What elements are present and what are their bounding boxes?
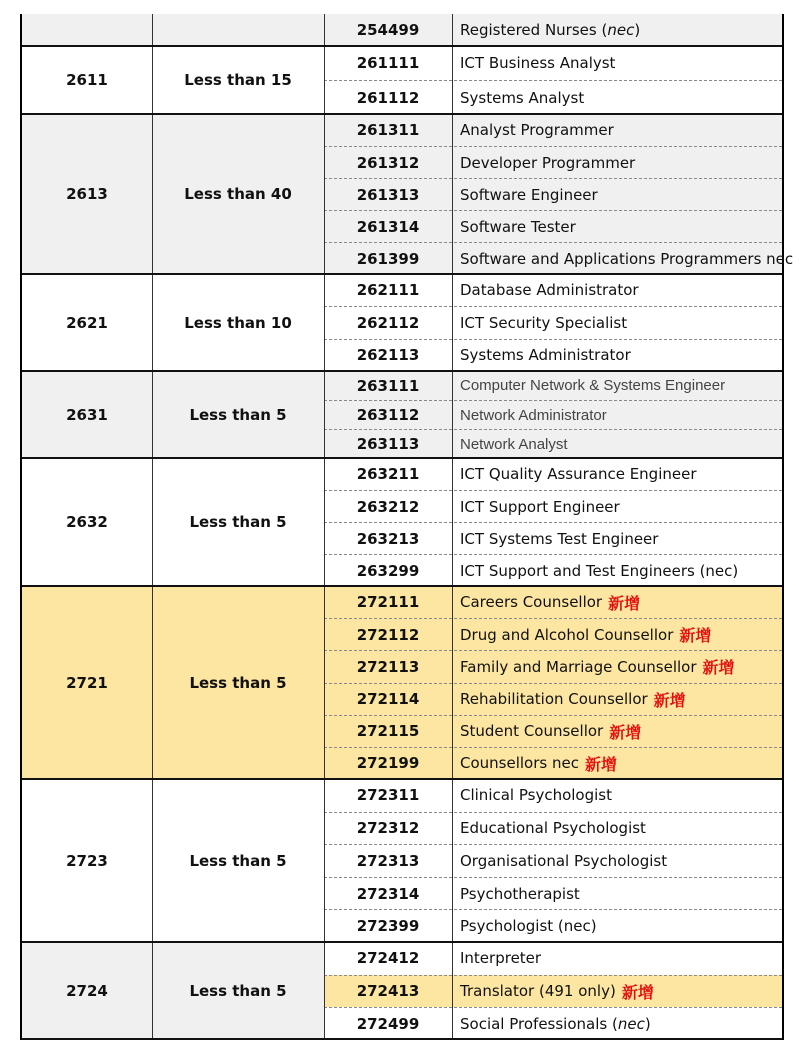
table-row (324, 371, 782, 400)
table-row (324, 306, 782, 338)
occupation-name: Psychologist (nec) (460, 917, 597, 936)
occupation-name: Computer Network & Systems Engineer (460, 377, 726, 394)
table-row (324, 274, 782, 306)
anzsco-code: 272311 (356, 786, 420, 805)
occupation-title (460, 147, 778, 178)
new-tag: 新增 (609, 722, 642, 742)
anzsco-code: 261111 (356, 54, 420, 72)
new-tag: 新增 (621, 982, 654, 1002)
occupation-title (460, 779, 778, 812)
anzsco-code: 272112 (356, 625, 420, 644)
group-divider (22, 457, 782, 459)
table-row (324, 812, 782, 845)
table-row (324, 46, 782, 80)
occupation-title (460, 748, 778, 779)
occupation-title (460, 684, 778, 715)
anzsco-code: 262112 (356, 313, 420, 332)
table-row (324, 400, 782, 429)
occupation-title (460, 878, 778, 910)
anzsco-code: 263113 (356, 435, 420, 453)
occupation-name: Translator (491 only) (460, 982, 616, 1001)
allocation-value: Less than 5 (189, 513, 287, 531)
occupation-name: Registered Nurses ( (460, 21, 608, 39)
occupation-title (460, 274, 778, 306)
occupation-title (460, 942, 778, 975)
anzsco-code: 263111 (356, 376, 420, 395)
table-row (324, 80, 782, 114)
anzsco-code: 272412 (356, 949, 420, 968)
anzsco-code: 262113 (356, 346, 420, 365)
unit-group-code: 2632 (66, 513, 108, 531)
table-row (324, 715, 782, 747)
group-divider (22, 370, 782, 372)
occupation-title (460, 976, 778, 1008)
allocation-value: Less than 40 (184, 185, 292, 203)
table-row (324, 909, 782, 942)
occupation-title (460, 555, 778, 586)
unit-group-code: 2621 (66, 313, 108, 332)
unit-group-code: 2611 (66, 71, 108, 89)
occupation-title (460, 845, 778, 877)
anzsco-code: 272199 (356, 754, 420, 773)
occupation-name-suffix: ) (644, 1015, 651, 1034)
allocation-value: Less than 15 (184, 71, 292, 89)
occupation-name: Drug and Alcohol Counsellor (460, 625, 674, 644)
occupation-name: Student Counsellor (460, 722, 604, 741)
occupation-name-suffix: ) (634, 21, 641, 39)
unit-group (22, 942, 782, 1040)
anzsco-code: 261313 (356, 185, 420, 204)
occupation-name: Network Administrator (460, 406, 607, 424)
occupation-name: Analyst Programmer (460, 121, 614, 139)
occupation-name: Software Tester (460, 217, 576, 236)
anzsco-code: 254499 (356, 21, 420, 39)
occupation-name: Rehabilitation Counsellor (460, 690, 648, 709)
occupation-table (20, 14, 794, 1040)
unit-group (22, 371, 782, 458)
allocation-value: Less than 5 (189, 982, 287, 1000)
occupation-title (460, 586, 778, 618)
occupation-title (460, 14, 778, 46)
anzsco-code: 261112 (356, 88, 420, 107)
anzsco-code: 272115 (356, 722, 420, 741)
anzsco-code: 272113 (356, 657, 420, 676)
occupation-name: Developer Programmer (460, 153, 636, 172)
table-row (324, 1007, 782, 1040)
anzsco-code: 261399 (356, 249, 420, 268)
anzsco-code: 261311 (356, 121, 420, 139)
occupation-title (460, 491, 778, 522)
anzsco-code: 263213 (356, 529, 420, 548)
new-tag: 新增 (702, 658, 735, 678)
unit-group-code: 2613 (66, 185, 108, 203)
occupation-name: ICT Support Engineer (460, 497, 620, 516)
anzsco-code: 262111 (356, 281, 420, 300)
unit-group-code: 2723 (66, 851, 108, 870)
allocation-value: Less than 5 (189, 405, 287, 424)
table-row (324, 178, 782, 210)
occupation-name: Systems Analyst (460, 88, 585, 107)
column-divider (324, 14, 325, 1040)
table-bottom-border (22, 1038, 782, 1040)
anzsco-code: 263212 (356, 497, 420, 516)
occupation-name: ICT Quality Assurance Engineer (460, 465, 697, 483)
group-divider (22, 273, 782, 275)
anzsco-code: 263211 (356, 465, 420, 483)
occupation-name: ICT Support and Test Engineers (nec) (460, 561, 739, 580)
anzsco-code: 263299 (356, 561, 420, 580)
occupation-title (460, 307, 778, 338)
anzsco-code: 261314 (356, 217, 420, 236)
new-tag: 新增 (608, 593, 641, 613)
table-row (324, 146, 782, 178)
group-divider (22, 941, 782, 943)
occupation-name: Systems Administrator (460, 346, 631, 365)
group-divider (22, 585, 782, 587)
occupation-title (460, 340, 778, 371)
occupation-name: Clinical Psychologist (460, 786, 612, 805)
table-row (324, 554, 782, 586)
occupation-title (460, 651, 778, 682)
unit-group (22, 274, 782, 371)
occupation-name: Database Administrator (460, 281, 639, 300)
unit-group (22, 14, 782, 46)
occupation-title (460, 211, 778, 242)
unit-group-code (22, 14, 152, 46)
occupation-title (460, 813, 778, 845)
column-divider (152, 14, 153, 1040)
anzsco-code: 261312 (356, 153, 420, 172)
anzsco-code: 272313 (356, 851, 420, 870)
occupation-title (460, 1008, 778, 1040)
table-row (324, 339, 782, 371)
table-row (324, 779, 782, 812)
occupation-name: Network Analyst (460, 435, 568, 453)
occupation-name: ICT Security Specialist (460, 313, 628, 332)
table-row (324, 210, 782, 242)
unit-group-code: 2631 (66, 405, 108, 424)
table-row (324, 522, 782, 554)
table-row (324, 877, 782, 910)
table-row (324, 458, 782, 490)
anzsco-code: 272314 (356, 884, 420, 903)
occupation-title (460, 619, 778, 650)
occupation-title (460, 458, 778, 490)
occupation-name: Software Engineer (460, 185, 598, 204)
occupation-title (460, 114, 778, 146)
occupation-title (460, 46, 778, 80)
occupation-name-italic: nec (607, 21, 635, 39)
occupation-name: Family and Marriage Counsellor (460, 657, 697, 676)
table-row (324, 490, 782, 522)
allocation-value: Less than 5 (189, 673, 287, 692)
occupation-title (460, 910, 778, 942)
table-row (324, 747, 782, 779)
occupation-title (460, 401, 778, 429)
new-tag: 新增 (679, 626, 712, 646)
occupation-title (460, 371, 778, 400)
occupation-name: Counsellors nec (460, 754, 579, 773)
occupation-name: Social Professionals ( (460, 1015, 618, 1034)
unit-group (22, 458, 782, 586)
anzsco-code: 272399 (356, 917, 420, 936)
new-tag: 新增 (653, 690, 686, 710)
unit-group (22, 779, 782, 942)
occupation-name: Educational Psychologist (460, 819, 646, 838)
table-row (324, 618, 782, 650)
anzsco-code: 272312 (356, 819, 420, 838)
occupation-title (460, 243, 794, 274)
occupation-name: ICT Business Analyst (460, 54, 616, 72)
allocation-value: Less than 5 (189, 851, 287, 870)
occupation-name: Organisational Psychologist (460, 851, 668, 870)
occupation-title (460, 430, 778, 458)
table-row (324, 242, 794, 274)
occupation-name: ICT Systems Test Engineer (460, 529, 659, 548)
table-row (324, 14, 782, 46)
table-row (324, 586, 782, 618)
occupation-name-italic: nec (617, 1015, 645, 1034)
anzsco-code: 272114 (356, 690, 420, 709)
table-row (324, 844, 782, 877)
unit-group (22, 114, 794, 274)
allocation-value (152, 14, 324, 46)
new-tag: 新增 (584, 754, 617, 774)
unit-group-code: 2724 (66, 982, 108, 1000)
table-row (324, 114, 782, 146)
occupation-name: Interpreter (460, 949, 542, 968)
occupation-title (460, 523, 778, 554)
table-row (324, 975, 782, 1008)
anzsco-code: 272413 (356, 982, 420, 1001)
occupation-title (460, 81, 778, 114)
occupation-title (460, 179, 778, 210)
table-row (324, 942, 782, 975)
occupation-name: Psychotherapist (460, 884, 580, 903)
unit-group (22, 586, 782, 779)
table-row (324, 650, 782, 682)
unit-group-code: 2721 (66, 673, 108, 692)
group-divider (22, 45, 782, 47)
anzsco-code: 272111 (356, 593, 420, 612)
occupation-name: Careers Counsellor (460, 593, 603, 612)
column-divider (452, 14, 453, 1040)
allocation-value: Less than 10 (184, 313, 292, 332)
anzsco-code: 272499 (356, 1015, 420, 1034)
occupation-name: Software and Applications Programmers nec (460, 249, 794, 268)
table-row (324, 683, 782, 715)
group-divider (22, 778, 782, 780)
table-row (324, 429, 782, 458)
occupation-title (460, 716, 778, 747)
unit-group (22, 46, 782, 114)
anzsco-code: 263112 (356, 406, 420, 424)
group-divider (22, 113, 782, 115)
